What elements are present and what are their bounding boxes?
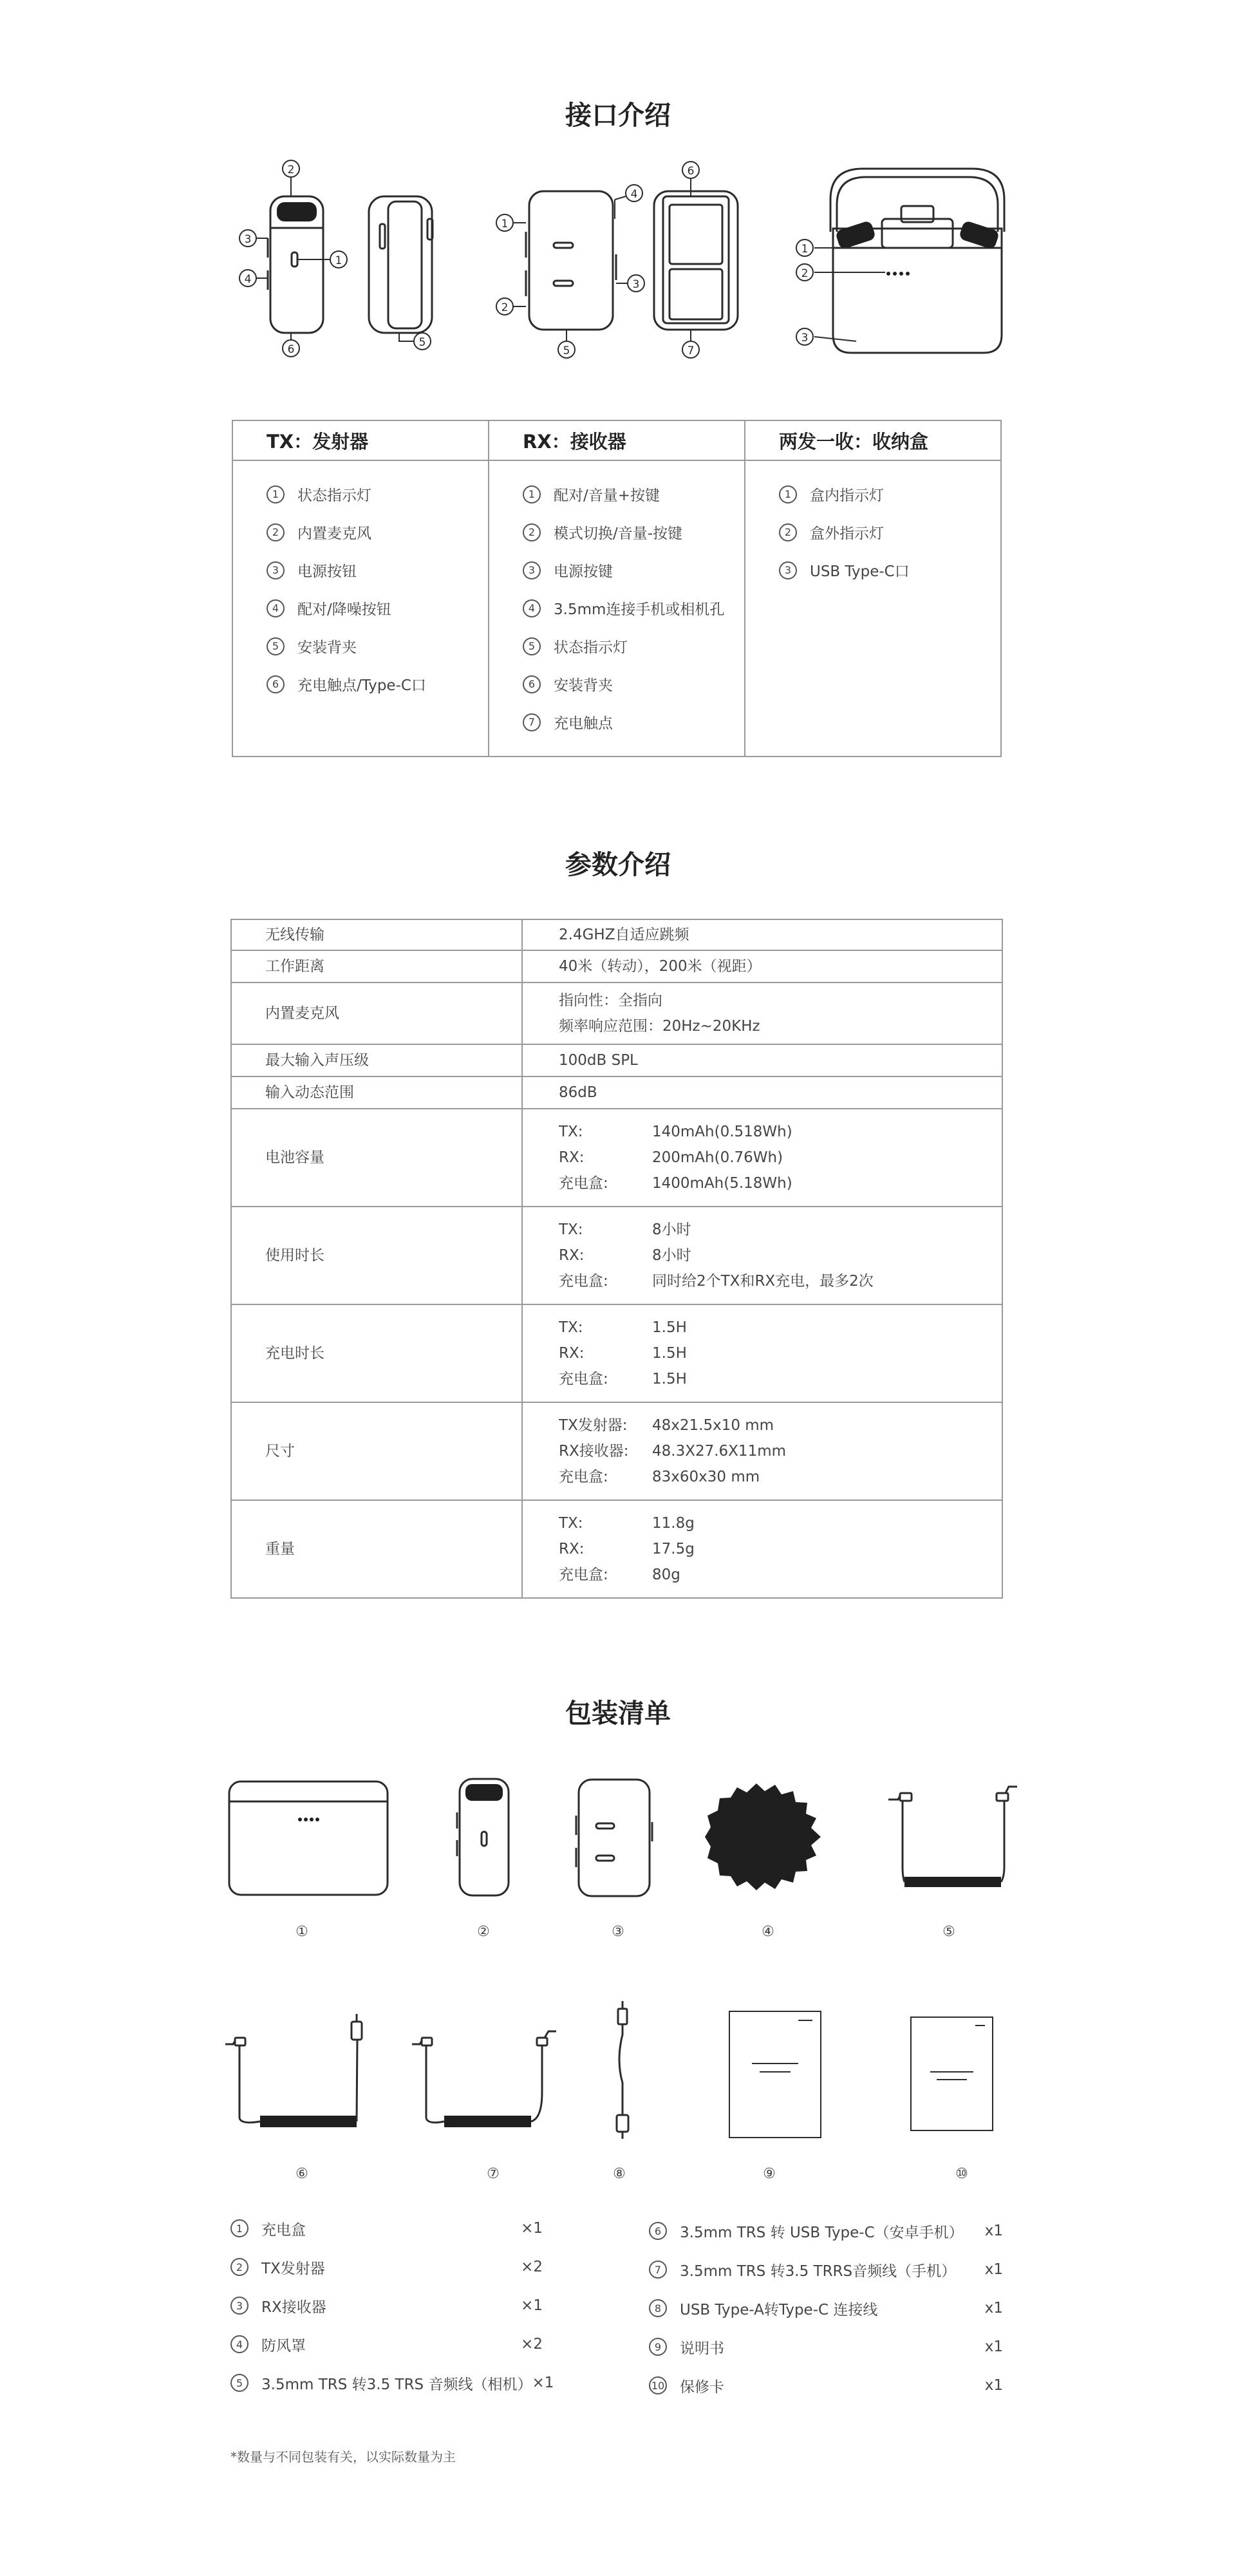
list-item (230, 2328, 543, 2360)
table-row (231, 1500, 1002, 1598)
table-row (231, 950, 1002, 982)
trs-trrs-cable-image (412, 2031, 556, 2127)
item-quantity: x1 (984, 2377, 1003, 2394)
item-text: 电源按钮 (297, 563, 357, 580)
callout-label: 4 (244, 273, 252, 286)
item-text: 电源按键 (554, 563, 613, 580)
item-quantity: x1 (984, 2223, 1003, 2239)
spec-value-line (559, 1340, 1002, 1366)
table-row (231, 1076, 1002, 1109)
item-text: USB Type-C口 (810, 563, 910, 580)
callout-label: 5 (563, 344, 570, 357)
rx-receiver-image (576, 1780, 652, 1896)
item-number: 4 (523, 599, 541, 617)
package-image-label: ② (477, 1924, 490, 1940)
spec-value-line (559, 1438, 1002, 1464)
list-item (267, 589, 488, 627)
spec-sub-value: 40米（转动），200米（视距） (559, 958, 762, 975)
callout-label: 1 (801, 243, 809, 256)
spec-sub-value: 100dB SPL (559, 1052, 638, 1069)
list-item (523, 475, 744, 513)
callout-label: 7 (687, 344, 695, 357)
spec-value-line (559, 988, 1002, 1013)
interface-section-title: 接口介绍 (565, 100, 671, 131)
item-number: 1 (523, 485, 541, 503)
rx-part-list (489, 461, 744, 741)
tx-part-list (233, 461, 488, 703)
item-text: 安装背夹 (297, 639, 357, 656)
spec-sub-value: 17.5g (652, 1541, 695, 1557)
spec-sub-value: 8小时 (652, 1221, 691, 1238)
item-text: 盒外指示灯 (810, 525, 884, 542)
spec-value (522, 1044, 1002, 1076)
item-text: 状态指示灯 (297, 487, 371, 504)
list-item (649, 2331, 1003, 2363)
list-item (523, 513, 744, 551)
item-number: 3 (267, 561, 285, 579)
item-text: 安装背夹 (554, 677, 613, 694)
item-number: 7 (649, 2261, 667, 2279)
spec-value-line (559, 1013, 1002, 1039)
item-text: 内置麦克风 (297, 525, 371, 542)
callout-label: 3 (632, 278, 640, 291)
spec-sub-label: RX: (559, 1247, 585, 1264)
item-number: 6 (267, 675, 285, 693)
item-number: 2 (230, 2258, 248, 2276)
spec-sub-value: 2.4GHZ自适应跳频 (559, 926, 689, 943)
spec-label: 电池容量 (231, 1109, 522, 1207)
item-number: 10 (649, 2376, 667, 2394)
interface-table (232, 420, 1002, 757)
spec-sub-label: TX: (559, 1123, 583, 1140)
spec-value (522, 919, 1002, 950)
item-number: 1 (267, 485, 285, 503)
spec-sub-value: 200mAh(0.76Wh) (652, 1149, 783, 1166)
item-name: 防风罩 (261, 2337, 306, 2355)
package-section-title: 包装清单 (565, 1698, 671, 1729)
callout-label: 2 (801, 267, 809, 280)
footnote: *数量与不同包装有关，以实际数量为主 (230, 2449, 456, 2465)
spec-value-line (559, 1510, 1002, 1536)
item-number: 6 (649, 2222, 667, 2240)
tx-front-illustration (256, 177, 330, 340)
callout-label: 6 (687, 165, 695, 178)
spec-label: 无线传输 (231, 919, 522, 950)
callout-label: 2 (501, 301, 509, 314)
specs-section-title: 参数介绍 (565, 849, 671, 880)
item-number: 1 (230, 2219, 248, 2237)
package-image-label: ⑤ (942, 1924, 955, 1940)
item-text: 模式切换/音量-按键 (554, 525, 683, 542)
list-item (230, 2212, 543, 2244)
spec-sub-label: 充电盒: (559, 1371, 608, 1387)
spec-value-line (559, 1536, 1002, 1562)
package-image-label: ⑨ (763, 2166, 776, 2182)
item-name: TX发射器 (261, 2260, 325, 2277)
item-text: 配对/音量+按键 (554, 487, 660, 504)
spec-sub-value: 1.5H (652, 1345, 687, 1362)
spec-value-line (559, 1315, 1002, 1340)
item-number: 8 (649, 2299, 667, 2317)
spec-sub-value: 83x60x30 mm (652, 1469, 760, 1485)
table-row (231, 982, 1002, 1044)
item-number: 1 (779, 485, 797, 503)
item-quantity: ×2 (521, 2336, 543, 2353)
table-row (231, 1044, 1002, 1076)
item-text: 充电触点 (554, 715, 613, 732)
item-name: 保修卡 (680, 2378, 724, 2396)
package-image-label: ① (295, 1924, 308, 1940)
package-contents-illustration (0, 1738, 1236, 2163)
item-quantity: ×1 (521, 2297, 543, 2314)
spec-value-line (559, 1413, 1002, 1438)
spec-sub-label: 充电盒: (559, 1566, 608, 1583)
spec-sub-value: 1.5H (652, 1371, 687, 1387)
item-quantity: x1 (984, 2300, 1003, 2317)
spec-value-line (559, 1080, 1002, 1105)
item-number: 4 (230, 2335, 248, 2353)
rx-column-heading: RX：接收器 (489, 421, 744, 461)
item-name: 说明书 (680, 2340, 724, 2357)
callout-label: 1 (335, 254, 342, 267)
spec-sub-value: 1.5H (652, 1319, 687, 1336)
spec-sub-label: 充电盒: (559, 1469, 608, 1485)
list-item (649, 2369, 1003, 2402)
item-number: 3 (523, 561, 541, 579)
list-item (523, 703, 744, 741)
list-item (779, 475, 1000, 513)
spec-label: 充电时长 (231, 1304, 522, 1402)
spec-sub-value: 140mAh(0.518Wh) (652, 1123, 792, 1140)
spec-value (522, 1076, 1002, 1109)
item-name: 3.5mm TRS 转3.5 TRS 音频线（相机） (261, 2376, 532, 2393)
item-number: 5 (523, 637, 541, 655)
item-text: 充电触点/Type-C口 (297, 677, 426, 694)
spec-value (522, 1207, 1002, 1304)
package-image-label: ⑧ (613, 2166, 626, 2182)
package-image-label: ③ (612, 1924, 624, 1940)
item-quantity: ×1 (532, 2374, 554, 2391)
item-number: 2 (779, 523, 797, 541)
spec-table-body (231, 919, 1002, 1598)
item-number: 9 (649, 2338, 667, 2356)
item-number: 2 (523, 523, 541, 541)
table-row (231, 1304, 1002, 1402)
spec-sub-label: RX: (559, 1541, 585, 1557)
tx-column (233, 421, 488, 756)
spec-sub-label: 充电盒: (559, 1273, 608, 1290)
case-column (744, 421, 1000, 756)
item-text: 配对/降噪按钮 (297, 601, 391, 618)
item-quantity: ×1 (521, 2220, 543, 2237)
rx-front-callouts (496, 185, 644, 358)
item-text: 状态指示灯 (554, 639, 628, 656)
spec-value (522, 1304, 1002, 1402)
list-item (267, 551, 488, 589)
tx-back-illustration (369, 196, 433, 350)
spec-label: 输入动态范围 (231, 1076, 522, 1109)
rx-front-illustration (513, 191, 628, 341)
package-image-label: ⑦ (487, 2166, 500, 2182)
callout-label: 2 (287, 164, 295, 176)
table-row (231, 1109, 1002, 1207)
item-number: 5 (267, 637, 285, 655)
spec-sub-value: 8小时 (652, 1247, 691, 1264)
spec-value-line (559, 922, 1002, 948)
list-item (649, 2215, 1003, 2247)
list-item (523, 627, 744, 665)
spec-table (230, 919, 1003, 1599)
list-item (649, 2253, 1003, 2286)
windscreen-image (705, 1783, 821, 1890)
spec-sub-value: 80g (652, 1566, 680, 1583)
spec-sub-label: RX接收器: (559, 1443, 629, 1460)
spec-value-line (559, 1119, 1002, 1145)
spec-value (522, 1109, 1002, 1207)
spec-sub-label: RX: (559, 1345, 585, 1362)
callout-label: 4 (630, 188, 638, 201)
spec-sub-value: 48x21.5x10 mm (652, 1417, 774, 1434)
item-name: 3.5mm TRS 转3.5 TRRS音频线（手机） (680, 2262, 957, 2280)
package-image-label: ⑥ (295, 2166, 308, 2182)
list-item (779, 513, 1000, 551)
package-image-label: ④ (762, 1924, 774, 1940)
trs-usbc-cable-image (225, 2014, 362, 2127)
spec-sub-value: 同时给2个TX和RX充电，最多2次 (652, 1273, 874, 1290)
interface-diagram (0, 0, 1236, 399)
spec-label: 尺寸 (231, 1402, 522, 1500)
spec-sub-value: 11.8g (652, 1515, 695, 1532)
callout-label: 6 (287, 343, 295, 356)
spec-label: 使用时长 (231, 1207, 522, 1304)
spec-value (522, 1402, 1002, 1500)
item-text: 盒内指示灯 (810, 487, 884, 504)
spec-label: 最大输入声压级 (231, 1044, 522, 1076)
list-item (230, 2289, 543, 2322)
spec-value-line (559, 1217, 1002, 1243)
case-open-illustration (796, 169, 1004, 353)
spec-value (522, 982, 1002, 1044)
table-row (231, 919, 1002, 950)
usb-cable-image (617, 2001, 628, 2139)
spec-value-line (559, 1145, 1002, 1170)
item-text: 3.5mm连接手机或相机孔 (554, 601, 725, 618)
tx-front-callouts (239, 160, 347, 357)
case-part-list (745, 461, 1000, 589)
spec-sub-label: TX: (559, 1221, 583, 1238)
item-number: 4 (267, 599, 285, 617)
item-name: 3.5mm TRS 转 USB Type-C（安卓手机） (680, 2224, 964, 2241)
item-name: 充电盒 (261, 2221, 306, 2239)
list-item (523, 551, 744, 589)
spec-value-line (559, 1243, 1002, 1268)
list-item (523, 589, 744, 627)
item-number: 3 (779, 561, 797, 579)
spec-value-line (559, 1170, 1002, 1196)
list-item (267, 475, 488, 513)
manual-image (729, 2011, 821, 2138)
table-row (231, 1207, 1002, 1304)
item-number: 5 (230, 2374, 248, 2392)
list-item (779, 551, 1000, 589)
list-item (230, 2251, 543, 2283)
spec-value-line (559, 1366, 1002, 1392)
spec-sub-label: 充电盒: (559, 1175, 608, 1192)
item-number: 3 (230, 2297, 248, 2315)
package-image-label: ⑩ (955, 2166, 968, 2182)
spec-sub-value: 86dB (559, 1084, 597, 1101)
spec-sub-label: TX发射器: (559, 1417, 628, 1434)
spec-sub-label: TX: (559, 1515, 583, 1532)
tx-column-heading: TX：发射器 (233, 421, 488, 461)
callout-label: 3 (801, 332, 809, 344)
callout-label: 1 (501, 218, 509, 230)
spec-sub-value: 1400mAh(5.18Wh) (652, 1175, 792, 1192)
spec-sub-value: 指向性：全指向 (559, 992, 662, 1009)
spec-value-line (559, 1268, 1002, 1294)
spec-label: 工作距离 (231, 950, 522, 982)
spec-label: 内置麦克风 (231, 982, 522, 1044)
list-item (649, 2292, 1003, 2324)
list-item (267, 513, 488, 551)
spec-value-line (559, 1464, 1002, 1490)
spec-label: 重量 (231, 1500, 522, 1598)
spec-value-line (559, 1048, 1002, 1073)
spec-value (522, 950, 1002, 982)
warranty-card-image (911, 2017, 993, 2130)
callout-label: 5 (418, 336, 426, 349)
rx-column (488, 421, 744, 756)
item-quantity: ×2 (521, 2259, 543, 2275)
item-number: 7 (523, 713, 541, 731)
item-number: 2 (267, 523, 285, 541)
tx-transmitter-image (457, 1779, 509, 1895)
list-item (230, 2367, 554, 2399)
spec-value (522, 1500, 1002, 1598)
item-number: 6 (523, 675, 541, 693)
spec-sub-value: 48.3X27.6X11mm (652, 1443, 787, 1460)
case-column-heading: 两发一收：收纳盒 (745, 421, 1000, 461)
spec-value-line (559, 1562, 1002, 1588)
item-name: USB Type-A转Type-C 连接线 (680, 2301, 878, 2318)
spec-sub-label: RX: (559, 1149, 585, 1166)
list-item (523, 665, 744, 703)
item-name: RX接收器 (261, 2299, 326, 2316)
list-item (267, 665, 488, 703)
item-quantity: x1 (984, 2261, 1003, 2278)
spec-sub-value: 频率响应范围：20Hz~20KHz (559, 1018, 760, 1035)
table-row (231, 1402, 1002, 1500)
rx-back-illustration (654, 162, 738, 358)
spec-sub-label: TX: (559, 1319, 583, 1336)
item-quantity: x1 (984, 2338, 1003, 2355)
list-item (267, 627, 488, 665)
spec-value-line (559, 954, 1002, 979)
trs-cable-camera-image (888, 1787, 1017, 1887)
callout-label: 3 (244, 233, 252, 246)
charging-case-image (229, 1782, 388, 1895)
